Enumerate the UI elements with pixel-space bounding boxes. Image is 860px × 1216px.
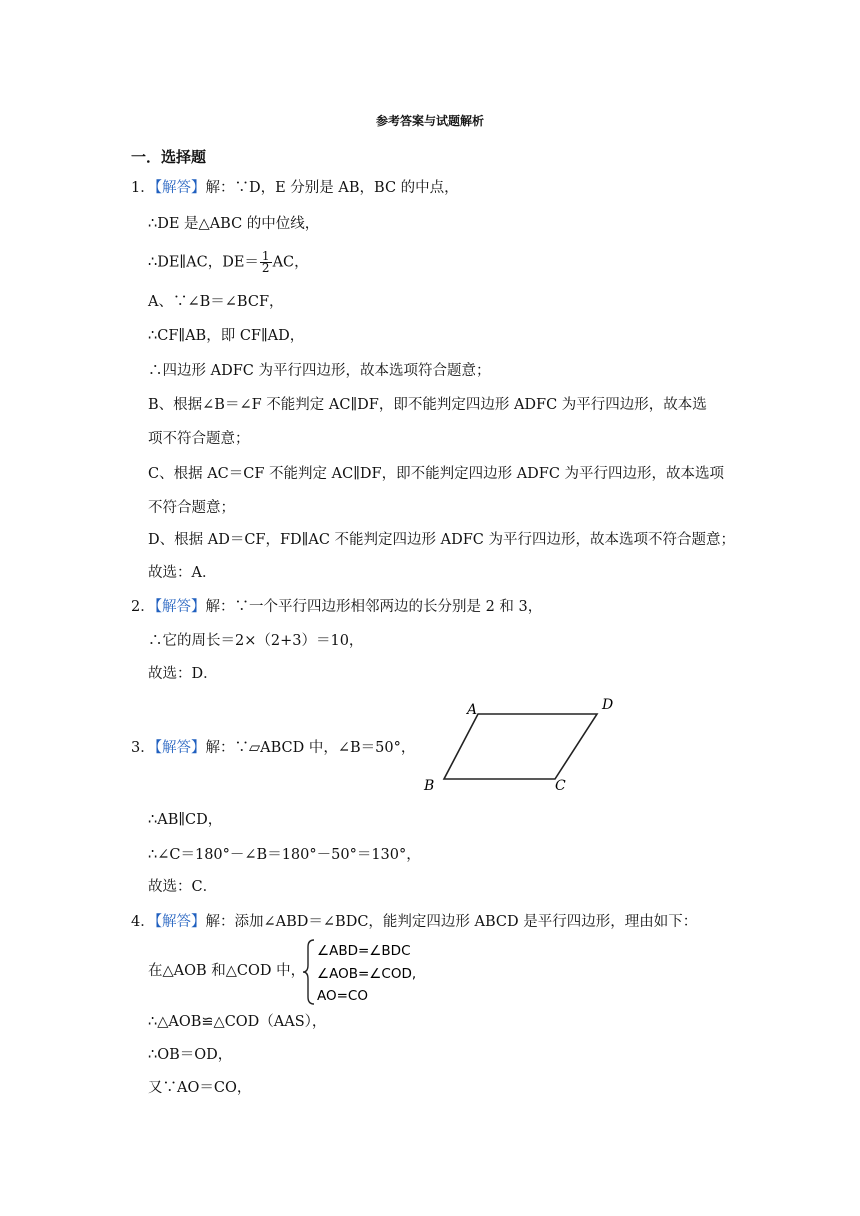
vertex-label-b: B	[424, 778, 435, 794]
q1-tag: 【解答】	[154, 180, 206, 196]
brace-line-3: AO=CO	[317, 988, 368, 1004]
page-title: 参考答案与试题解析	[375, 114, 484, 128]
q1-line-10: 不符合题意；	[148, 500, 235, 516]
fraction-denominator: 2	[261, 261, 270, 275]
q1-line-2: ∴DE 是△ABC 的中位线，	[148, 216, 320, 232]
q1-line-4: A、∵∠B＝∠BCF，	[148, 294, 284, 310]
vertex-label-d: D	[602, 697, 614, 713]
q2-tag: 【解答】	[154, 599, 206, 615]
q3-line-4: 故选：C．	[148, 879, 218, 895]
q3-text-1: 解：∵▱ABCD 中，∠B＝50°，	[205, 740, 416, 756]
q1-line-8: 项不符合题意；	[148, 431, 250, 447]
q3-tag: 【解答】	[154, 740, 206, 756]
q1-text-3b: AC，	[272, 254, 309, 271]
q1-line-6: ∴四边形 ADFC 为平行四边形，故本选项符合题意；	[148, 363, 491, 379]
equation-system-brace	[300, 937, 430, 1007]
q1-text-1: 解：∵D，E 分别是 AB，BC 的中点，	[205, 180, 459, 196]
q1-line-3	[148, 251, 309, 274]
q4-number: 4．	[131, 914, 155, 930]
q3-line-2: ∴AB∥CD，	[148, 812, 223, 828]
q4-line-5: 又∵AO＝CO，	[148, 1080, 252, 1096]
q1-number: 1．	[131, 180, 155, 196]
vertex-label-a: A	[467, 702, 478, 718]
q4-line-2: 在△AOB 和△COD 中，	[148, 963, 306, 979]
q4-line-1	[131, 912, 697, 932]
q2-number: 2．	[131, 599, 155, 615]
q1-line-5: ∴CF∥AB，即 CF∥AD，	[148, 328, 305, 344]
q3-line-3: ∴∠C＝180°－∠B＝180°－50°＝130°，	[148, 847, 421, 863]
brace-line-2: ∠AOB=∠COD,	[317, 966, 417, 982]
q4-tag: 【解答】	[154, 914, 206, 930]
q2-line-2: ∴它的周长＝2×（2+3）＝10，	[148, 633, 364, 649]
q1-line-9: C、根据 AC＝CF 不能判定 AC∥DF，即不能判定四边形 ADFC 为平行四边形，故本选项	[148, 466, 725, 482]
q1-line-12: 故选：A．	[148, 565, 217, 581]
q1-line-1	[131, 178, 459, 198]
q4-text-1: 解：添加∠ABD＝∠BDC，能判定四边形 ABCD 是平行四边形，理由如下：	[205, 914, 698, 930]
q3-number: 3．	[131, 740, 155, 756]
fraction-numerator: 1	[261, 249, 270, 263]
section-heading: 一．选择题	[131, 148, 207, 166]
q4-line-4: ∴OB＝OD，	[148, 1047, 233, 1063]
brace-line-1: ∠ABD=∠BDC	[317, 943, 411, 959]
q1-line-7: B、根据∠B＝∠F 不能判定 AC∥DF，即不能判定四边形 ADFC 为平行四边形，故本选	[148, 397, 707, 413]
parallelogram-figure	[412, 692, 622, 797]
vertex-label-c: C	[555, 778, 566, 794]
parallelogram-shape	[444, 714, 597, 779]
q2-line-3: 故选：D．	[148, 666, 218, 682]
q4-line-3: ∴△AOB≌△COD（AAS），	[148, 1014, 327, 1030]
q2-line-1	[131, 597, 542, 617]
brace-shape	[303, 940, 314, 1004]
fraction	[260, 251, 272, 274]
q3-line-1	[131, 738, 415, 758]
q1-line-11: D、根据 AD＝CF，FD∥AC 不能判定四边形 ADFC 为平行四边形，故本选项不符合题意；	[148, 532, 736, 548]
q2-text-1: 解：∵一个平行四边形相邻两边的长分别是 2 和 3，	[205, 599, 543, 615]
q1-text-3a: ∴DE∥AC，DE＝	[148, 254, 259, 271]
